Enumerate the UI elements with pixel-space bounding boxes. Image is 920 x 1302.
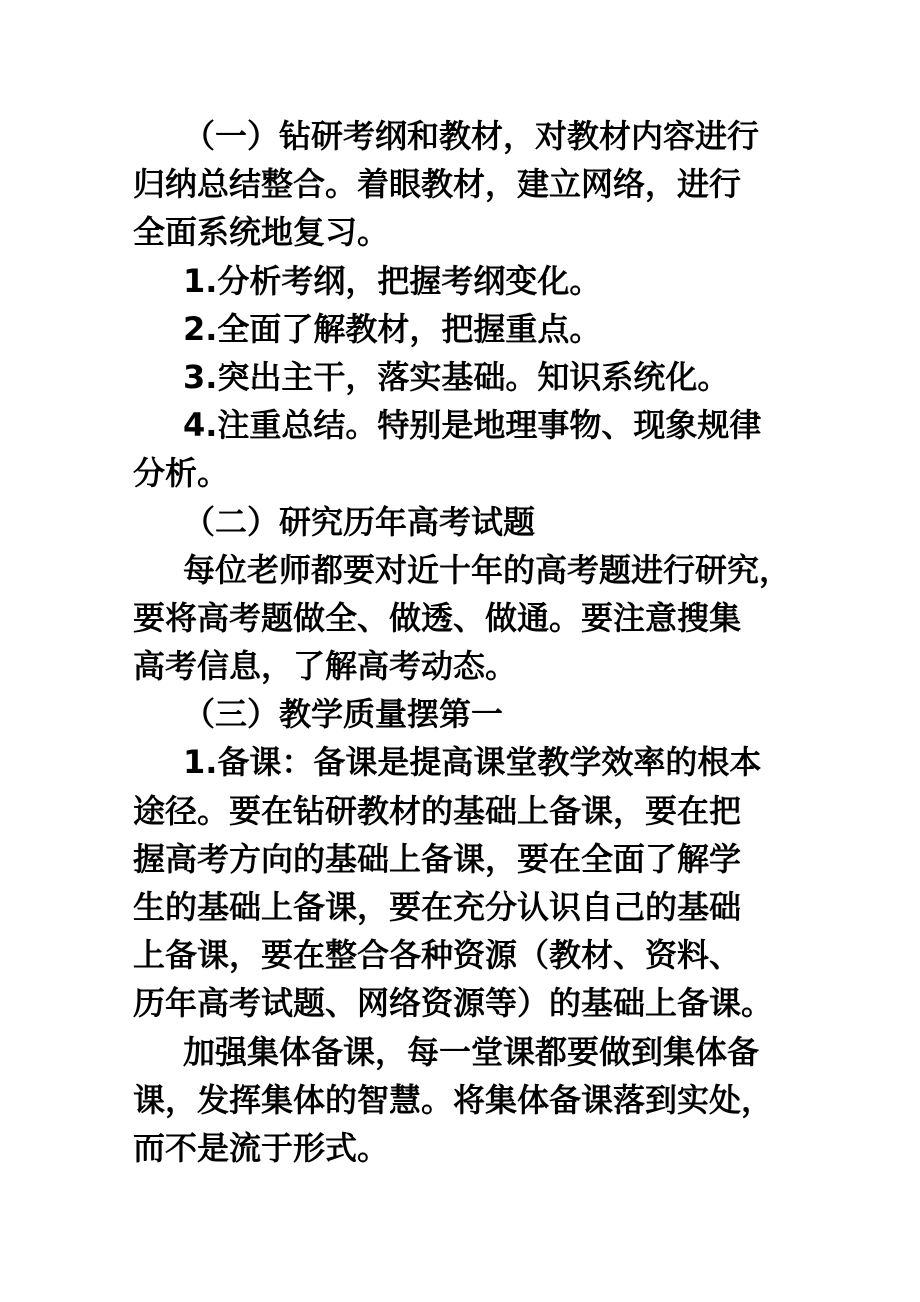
body-text <box>133 112 833 1172</box>
paragraph-line: 握高考方向的基础上备课，要在全面了解学 <box>133 839 742 878</box>
heading-1: （一）钻研考纲和教材，对教材内容进行 <box>183 117 760 155</box>
paragraph-line: 历年高考试题、网络资源等）的基础上备课。 <box>133 984 774 1023</box>
list-item-2: 2.全面了解教材，把握重点。 <box>183 309 602 348</box>
paragraph-line: 归纳总结整合。着眼教材，建立网络，进行 <box>133 165 742 204</box>
paragraph-line: 全面系统地复习。 <box>133 213 390 252</box>
paragraph-line: 课，发挥集体的智慧。将集体备课落到实处， <box>133 1080 774 1119</box>
paragraph-line: 而不是流于形式。 <box>133 1128 390 1167</box>
paragraph-line: 要将高考题做全、做透、做通。要注意搜集 <box>133 598 742 637</box>
paragraph-line: 途径。要在钻研教材的基础上备课，要在把 <box>133 791 742 830</box>
list-item-3: 3.突出主干，落实基础。知识系统化。 <box>183 357 730 396</box>
heading-2: （二）研究历年高考试题 <box>183 502 536 541</box>
heading-3: （三）教学质量摆第一 <box>183 695 504 734</box>
list-item-1: 1.分析考纲，把握考纲变化。 <box>183 261 602 300</box>
paragraph-line: 分析。 <box>133 454 230 493</box>
paragraph-line: 上备课，要在整合各种资源（教材、资料、 <box>133 936 742 975</box>
paragraph-line: 加强集体备课，每一堂课都要做到集体备 <box>183 1032 760 1071</box>
list-item-4: 4.注重总结。特别是地理事物、现象规律 <box>183 406 762 445</box>
paragraph-line: 高考信息，了解高考动态。 <box>133 647 518 686</box>
paragraph-line: 生的基础上备课，要在充分认识自己的基础 <box>133 888 742 926</box>
paragraph-line: 每位老师都要对近十年的高考题进行研究， <box>183 550 792 589</box>
list-item-prep: 1.备课：备课是提高课堂教学效率的根本 <box>183 743 762 782</box>
